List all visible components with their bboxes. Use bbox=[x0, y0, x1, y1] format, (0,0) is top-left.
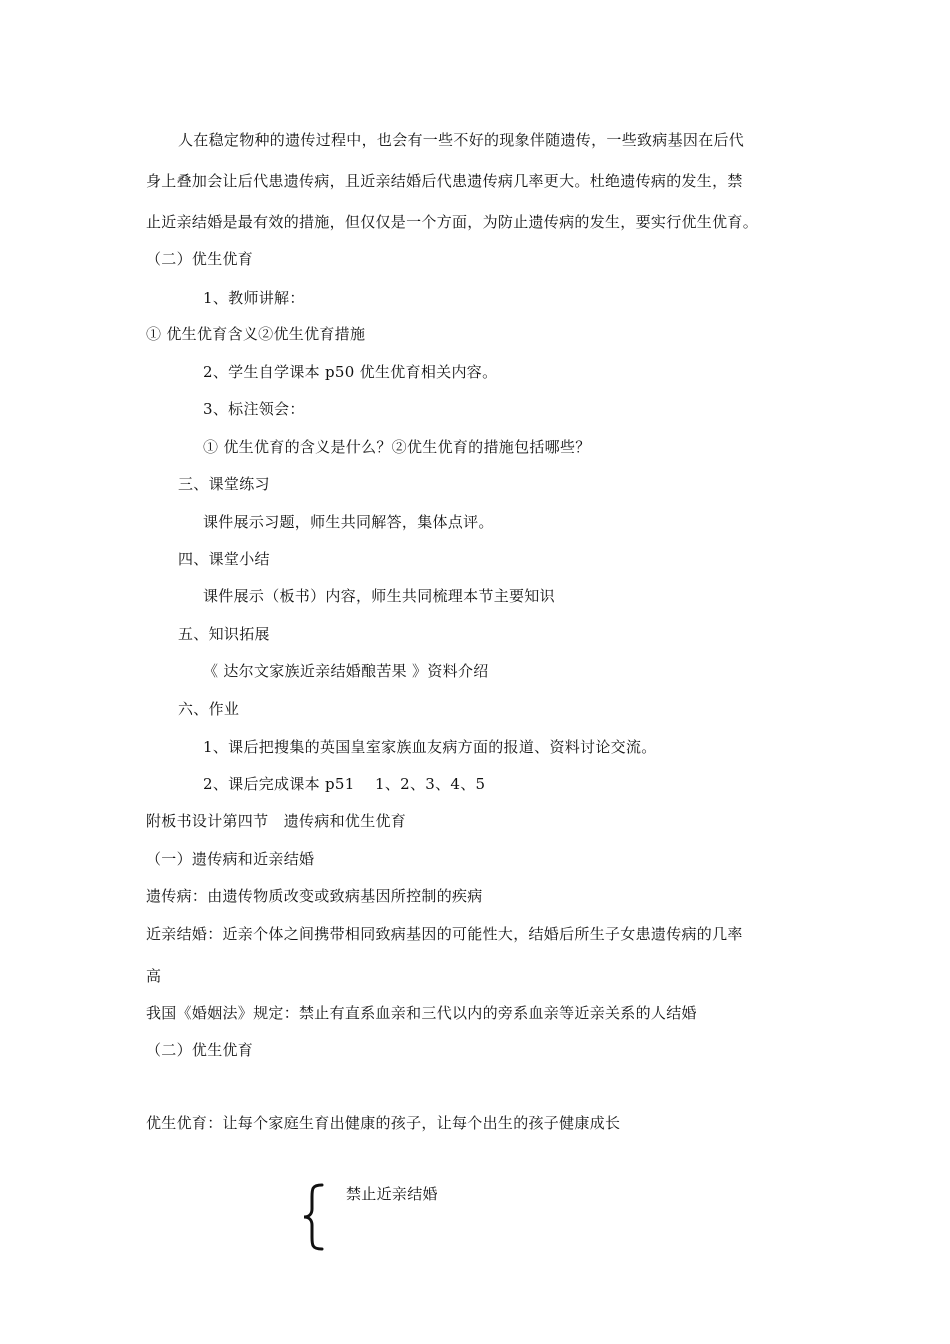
curly-brace-icon bbox=[300, 1183, 328, 1251]
section-extension: 五、知识拓展 bbox=[178, 625, 270, 643]
section-classroom-practice: 三、课堂练习 bbox=[178, 475, 270, 493]
item-teacher-explain-detail: ① 优生优育含义②优生优育措施 bbox=[146, 325, 366, 343]
item-self-study: 2、学生自学课本 p50 优生优育相关内容。 bbox=[203, 363, 498, 381]
marriage-law-statement: 我国《婚姻法》规定：禁止有直系血亲和三代以内的旁系血亲等近亲关系的人结婚 bbox=[146, 1004, 697, 1022]
extension-body: 《 达尔文家族近亲结婚酿苦果 》资料介绍 bbox=[203, 662, 489, 680]
item-mark-understand: 3、标注领会： bbox=[203, 400, 305, 418]
summary-body: 课件展示（板书）内容，师生共同梳理本节主要知识 bbox=[203, 587, 555, 605]
definition-genetic-disease: 遗传病：由遗传物质改变或致病基因所控制的疾病 bbox=[146, 887, 483, 905]
section-heading-eugenics: （二）优生优育 bbox=[146, 250, 254, 268]
definition-consanguineous-marriage-line1: 近亲结婚：近亲个体之间携带相同致病基因的可能性大，结婚后所生子女患遗传病的几率 bbox=[146, 925, 743, 943]
para1-line1: 人在稳定物种的遗传过程中，也会有一些不好的现象伴随遗传，一些致病基因在后代 bbox=[178, 131, 745, 149]
para1-line2: 身上叠加会让后代患遗传病，且近亲结婚后代患遗传病几率更大。杜绝遗传病的发生，禁 bbox=[146, 172, 743, 190]
homework-item-2: 2、课后完成课本 p51 1、2、3、4、5 bbox=[203, 775, 486, 793]
item-teacher-explain: 1、教师讲解： bbox=[203, 289, 305, 307]
classroom-practice-body: 课件展示习题，师生共同解答，集体点评。 bbox=[203, 513, 494, 531]
section-homework: 六、作业 bbox=[178, 700, 240, 718]
board-section-disease-marriage: （一）遗传病和近亲结婚 bbox=[146, 850, 315, 868]
para1-line3: 止近亲结婚是最有效的措施，但仅仅是一个方面，为防止遗传病的发生，要实行优生优育。 bbox=[146, 213, 759, 231]
measure-ban-consanguineous-marriage: 禁止近亲结婚 bbox=[346, 1185, 438, 1203]
board-design-title: 附板书设计第四节 遗传病和优生优育 bbox=[146, 812, 407, 830]
definition-eugenics: 优生优育：让每个家庭生育出健康的孩子，让每个出生的孩子健康成长 bbox=[146, 1114, 621, 1132]
homework-item-1: 1、课后把搜集的英国皇室家族血友病方面的报道、资料讨论交流。 bbox=[203, 738, 657, 756]
board-section-eugenics: （二）优生优育 bbox=[146, 1041, 254, 1059]
definition-consanguineous-marriage-line2: 高 bbox=[146, 967, 162, 985]
section-summary: 四、课堂小结 bbox=[178, 550, 270, 568]
item-mark-understand-detail: ① 优生优育的含义是什么？②优生优育的措施包括哪些？ bbox=[203, 438, 591, 456]
